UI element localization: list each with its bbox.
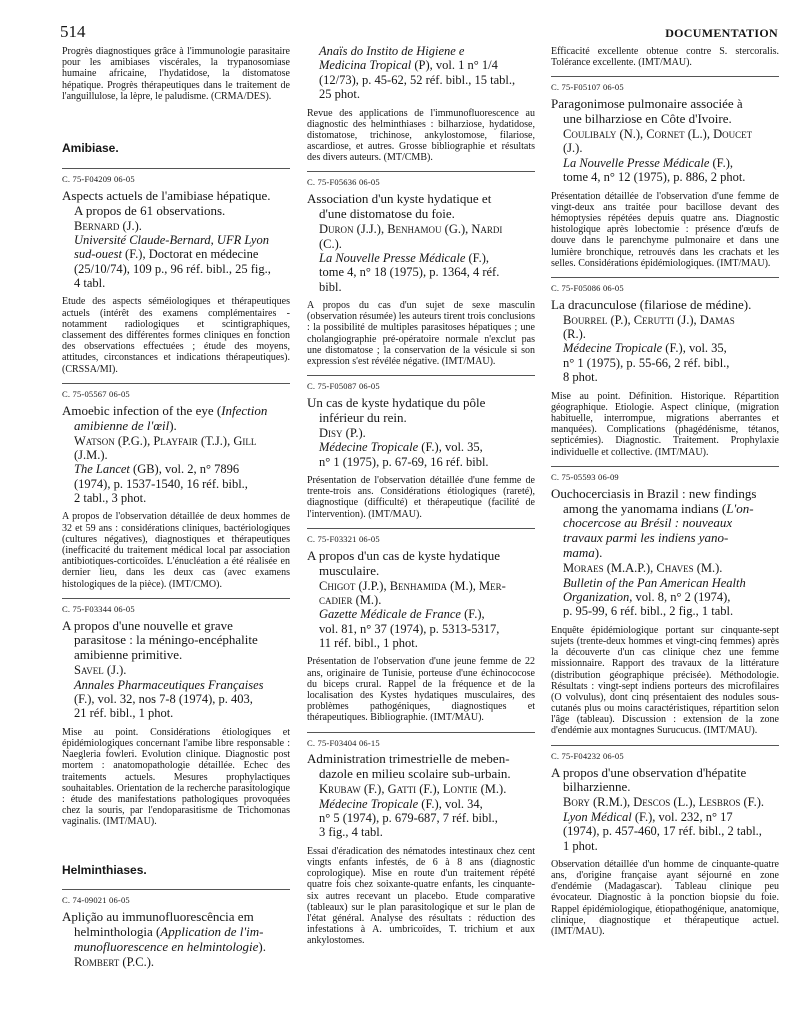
entry-title: travaux parmi les indiens yano- [563, 530, 729, 546]
title-translation: amibienne de l'œil [74, 417, 170, 433]
entry-title: A propos d'un cas de kyste hydatique [307, 547, 500, 563]
divider [551, 277, 779, 278]
entry-authors: cadier (M.). [319, 592, 382, 607]
abstract: A propos du cas d'un sujet de sexe masculin (observation résumée) les auteurs tirent trois conclusions : la possibilité de multiples parasitoses hépatiques ; une cholangiographie pré-opératoire normale n'exclut pas une distomatose ; la conservation de la vésicule si son expression s'est révélée négative. (IMT/MAU). [307, 300, 535, 367]
title-text: ). [258, 939, 266, 955]
entry-authors: Chigot (J.P.), Benhamida (M.), Mer- [319, 578, 506, 593]
abstract: A propos de l'observation détaillée de deux hommes de 32 et 59 ans : considérations cliniques, bactériologiques (cultures négatives), diagnostiques et thérapeutiques (inefficacité du traitement médical local par association antibiotiques-corticoïdes. L'énucléation a été réalisée en dernier lieu, dans les deux cas (avec examens histologiques de la pièce). (IMT/CMO). [62, 511, 290, 590]
entry-source: (F.), vol. 32, nos 7-8 (1974), p. 403, [74, 692, 253, 707]
entry-reference: C. 74-09021 06-05 [62, 895, 130, 906]
abstract: Progrès diagnostiques grâce à l'immunologie parasitaire pour les amibiases viscérales, la trypanosomiase humaine africaine, l'hydatidose, la distomatose hépatique. Progrès thérapeutiques dans le traitement de l'anguillulose, la lèpre, le paludisme. (CRMA/DES). [62, 46, 290, 102]
entry-reference: C. 75-F03344 06-05 [62, 603, 135, 614]
entry-title: bilharzienne. [563, 779, 631, 795]
journal-name: La Nouvelle Presse Médicale [319, 250, 466, 265]
entry-title: Paragonimose pulmonaire associée à [551, 96, 743, 112]
source-details: (GB), vol. 2, n° 7896 [129, 462, 240, 477]
source-details: (F.), vol. 35, [662, 341, 727, 356]
entry-title: d'une distomatose du foie. [319, 206, 455, 222]
entry-source: 2 tabl., 3 phot. [74, 491, 147, 505]
abstract: Observation détaillée d'un homme de cinquante-quatre ans, d'origine française ayant séjourné en zone d'endémie (Madagascar). Tableau clinique peu évocateur. Diagnostic à la ponction biopsie du foie. Rappel épidémiologique, étiopathogénique, anatomique, clinique, diagnostique et thérapeutique actuel. (IMT/MAU). [551, 858, 779, 937]
entry-source: 4 tabl. [74, 276, 106, 291]
entry-reference: C. 75-F03321 06-05 [307, 533, 380, 544]
entry-source [307, 440, 535, 454]
entry-title [62, 419, 290, 434]
entry-authors: Krubaw (F.), Gatti (F.), Lontie (M.). [319, 782, 507, 797]
source-details: (P), vol. 1 n° 1/4 [411, 58, 498, 73]
abstract: Mise au point. Définition. Historique. Répartition géographique. Etiologie. Aspect clinique, (migration habituelle, interrompue, migrations aberrantes et manquées). Complications (phagédénisme, tétanos, septicémies). Diagnostic. Traitement. Prophylaxie individuelle et collective. (IMT/MAU). [551, 390, 779, 458]
divider [307, 732, 535, 733]
entry-title: Administration trimestrielle de meben- [307, 751, 510, 767]
entry-source: bibl. [319, 279, 342, 294]
source-details: (F.), vol. 232, n° 17 [631, 809, 733, 824]
entry-source [62, 462, 290, 476]
journal-name: Médecine Tropicale [319, 440, 419, 455]
entry-title: musculaire. [319, 562, 380, 578]
entry-authors: (J.M.). [74, 447, 108, 462]
journal-name: The Lancet [74, 462, 130, 477]
divider [62, 889, 290, 890]
entry-source: 3 fig., 4 tabl. [319, 825, 383, 840]
divider [62, 168, 290, 169]
entry-authors: (C.). [319, 236, 342, 251]
divider [551, 466, 779, 467]
entry-source: vol. 81, n° 37 (1974), p. 5313-5317, [319, 621, 500, 636]
entry-authors: Disy (P.). [319, 425, 366, 440]
entry-title [62, 940, 290, 955]
entry-source: (12/73), p. 45-62, 52 réf. bibl., 15 tabl., [319, 72, 516, 87]
source-details: (F.), vol. 35, [418, 440, 483, 455]
entry-title [551, 502, 779, 517]
entry-source [307, 797, 535, 811]
entry-source: tome 4, n° 18 (1975), p. 1364, 4 réf. [319, 265, 500, 280]
title-text: ). [594, 545, 603, 561]
entry-source [551, 810, 779, 824]
entry-source [551, 156, 779, 170]
column-1 [62, 46, 290, 970]
entry-title: Ouchocerciasis in Brazil : new findings [551, 485, 757, 501]
divider [551, 76, 779, 77]
entry-authors: Bourrel (P.), Cerutti (J.), Damas [563, 312, 735, 327]
journal-name: Médecine Tropicale [319, 796, 419, 811]
entry-authors: Bernard (J.). [74, 218, 142, 233]
entry-authors: Moraes (M.A.P.), Chaves (M.). [563, 561, 723, 576]
source-details: (F.), [460, 607, 485, 622]
title-text: helminthologia ( [74, 924, 161, 940]
abstract: Présentation de l'observation détaillée d'une femme de trente-trois ans. Considérations étiologiques (rareté), diagnostique (difficulté) et thérapeutique (facilité de l'intervention). (IMT/MAU). [307, 475, 535, 520]
entry-title: dazole en milieu scolaire sub-urbain. [319, 766, 511, 782]
entry-title: une bilharziose en Côte d'Ivoire. [563, 111, 732, 127]
abstract: Revue des applications de l'immunofluorescence au diagnostic des helminthiases : bilharziose, hydatidose, distomatose, trichinose, ankylostomose, filariose, ascardiose, et autres. Grosse bibliographie et résultats des divers auteurs. (MT/CMB). [307, 107, 535, 164]
entry-authors: Duron (J.J.), Benhamou (G.), Nardi [319, 222, 503, 237]
entry-title: Association d'un kyste hydatique et [307, 191, 492, 207]
title-translation: munofluorescence en helmintologie [74, 939, 259, 955]
journal-name: Organization [563, 590, 630, 605]
entry-title: A propos de 61 observations. [74, 202, 226, 218]
entry-title: amibienne primitive. [74, 647, 183, 663]
divider [307, 375, 535, 376]
title-translation: mama [563, 545, 595, 561]
source-details: (F.), vol. 34, [418, 796, 483, 811]
title-text: ). [169, 417, 177, 433]
entry-title: Un cas de kyste hydatique du pôle [307, 395, 486, 411]
entry-title: parasitose : la méningo-encéphalite [74, 632, 258, 648]
page-header: DOCUMENTATION [665, 26, 778, 40]
journal-name: La Nouvelle Presse Médicale [563, 155, 710, 170]
entry-source: 8 phot. [563, 370, 598, 385]
entry-title: La dracunculose (filariose de médine). [551, 296, 752, 312]
entry-source [307, 251, 535, 265]
section-heading: Amibiase. [62, 140, 119, 155]
source-details: , vol. 8, n° 2 (1974), [629, 590, 731, 605]
entry-reference: C. 75-F03404 06-15 [307, 737, 380, 748]
entry-source: 11 réf. bibl., 1 phot. [319, 636, 418, 651]
entry-source: 25 phot. [319, 87, 360, 102]
entry-source: (1974), p. 1537-1540, 16 réf. bibl., [74, 476, 248, 491]
entry-authors: (J.). [563, 141, 583, 156]
entry-source [62, 247, 290, 261]
source-details: (F.), Doctorat en médecine [121, 247, 259, 262]
entry-source: n° 1 (1975), p. 55-66, 2 réf. bibl., [563, 355, 730, 370]
entry-authors: Savel (J.). [74, 663, 127, 678]
source-details: (F.), [709, 155, 734, 170]
journal-name: Médecine Tropicale [563, 341, 663, 356]
entry-reference: C. 75-F05107 06-05 [551, 82, 624, 93]
entry-authors: Watson (P.G.), Playfair (T.J.), Gill [74, 433, 257, 448]
source-details: (F.), [465, 250, 490, 265]
entry-reference: C. 75-F04209 06-05 [62, 173, 135, 184]
entry-source: (25/10/74), 109 p., 96 réf. bibl., 25 fig., [74, 261, 271, 276]
entry-title: A propos d'une nouvelle et grave [62, 617, 233, 633]
entry-reference: C. 75-05567 06-05 [62, 388, 130, 399]
entry-reference: C. 75-F05636 06-05 [307, 177, 380, 188]
divider [551, 745, 779, 746]
entry-authors: Coulibaly (N.), Cornet (L.), Doucet [563, 127, 753, 142]
entry-source: n° 5 (1974), p. 679-687, 7 réf. bibl., [319, 811, 498, 825]
abstract: Mise au point. Considérations étiologiques et épidémiologiques concernant l'amibe libre responsable : Naegleria fowleri. Evolution clinique. Diagnostic post mortem : anatomopathologie détaillée. Echec des traitements actuels. Mesures prophylactiques souhaitables. Orientation de la recherche parasitologique : étude des manifestations pathologiques provoquées chez la souris, par l'endoparasitisme de Trichomonas vaginalis. (IMT/MAU). [62, 726, 290, 828]
entry-source: Anaïs do Instito de Higiene e [319, 44, 465, 58]
entry-source: tome 4, n° 12 (1975), p. 886, 2 phot. [563, 170, 746, 185]
abstract: Enquête épidémiologique portant sur cinquante-sept sujets (trente-deux hommes et vingt-cinq femmes) après la découverte d'un cas clinique chez une femme missionnaire. Rapport des travaux de la littérature (distribution géographique précisée). Méthodologie. Résultats : vingt-sept indiens porteurs des microfilaires (O volvulus), dont cinq présentaient des nodules sous-cutanés plus ou moins caractéristiques, répartition selon l'âge (tableau). Discussion : extension de la zone d'endémie aux montagnes Surucucus. (IMT/MAU). [551, 624, 779, 737]
section-heading: Helminthiases. [62, 862, 147, 877]
entry-source [307, 607, 535, 621]
abstract: Etude des aspects séméiologiques et thérapeutiques actuels (intérêt des examens complémentaires - notamment radiologiques et scintigraphiques, classement des différentes formes cliniques en fonction des observations effectuées ; étude des moyens, attitudes, circonstances et indications thérapeutiques). (CRSSA/MI). [62, 296, 290, 375]
page-number: 514 [60, 22, 86, 41]
entry-source [551, 341, 779, 355]
divider [62, 383, 290, 384]
title-text: Amoebic infection of the eye ( [62, 402, 222, 418]
entry-title: A propos d'une observation d'hépatite [551, 764, 747, 780]
entry-title: Aplição au immunofluorescência em [62, 909, 254, 925]
entry-source: p. 95-99, 6 réf. bibl., 2 fig., 1 tabl. [563, 604, 734, 619]
entry-title: inférieur du rein. [319, 409, 407, 425]
entry-title: Aspects actuels de l'amibiase hépatique. [62, 187, 271, 203]
journal-name: sud-ouest [74, 247, 122, 262]
column-2 [307, 44, 535, 946]
title-translation: L'on- [726, 500, 754, 516]
entry-reference: C. 75-F04232 06-05 [551, 750, 624, 761]
title-text: among the yanomama indians ( [563, 500, 727, 516]
title-translation: Infection [221, 402, 268, 418]
journal-name: Gazette Médicale de France [319, 607, 461, 622]
entry-title: chocercose au Brésil : nouveaux [563, 515, 733, 531]
entry-source: 1 phot. [563, 838, 598, 853]
entry-source: Bulletin of the Pan American Health [563, 575, 746, 590]
divider [62, 598, 290, 599]
divider [307, 528, 535, 529]
abstract: Efficacité excellente obtenue contre S. stercoralis. Tolérance excellente. (IMT/MAU). [551, 46, 779, 69]
entry-authors: (R.). [563, 327, 586, 342]
abstract: Présentation de l'observation d'une jeune femme de 22 ans, originaire de Tunisie, porteuse d'une échinococose du biceps crural. Rappel de la fréquence et de la localisation des Kystes hydatiques musculaires, des problèmes pathogéniques, diagnostiques et thérapeutiques. Bibliographie. (IMT/MAU). [307, 656, 535, 724]
column-3 [551, 46, 779, 937]
abstract: Présentation détaillée de l'observation d'une femme de vingt-deux ans traitée pour bacillose devant des hémoptysies répétées depuis quatre ans. Diagnostic histologique après lobectomie : présence d'œufs de douve dans le parenchyme pulmonaire et dans une lumière bronchique, retrouvés dans les crachats et les selles. Considérations épidémiologiques. (IMT/MAU). [551, 190, 779, 269]
entry-title [551, 546, 779, 561]
entry-source: Annales Pharmaceutiques Françaises [74, 677, 264, 692]
entry-source: 21 réf. bibl., 1 phot. [74, 706, 174, 721]
entry-authors: Rombert (P.C.). [74, 955, 155, 970]
entry-source: n° 1 (1975), p. 67-69, 16 réf. bibl. [319, 454, 489, 469]
divider [307, 171, 535, 172]
title-translation: Application de l'im- [160, 924, 264, 940]
entry-authors: Bory (R.M.), Descos (L.), Lesbros (F.). [563, 795, 765, 810]
entry-title [62, 404, 290, 419]
entry-title [62, 925, 290, 940]
entry-source: (1974), p. 457-460, 17 réf. bibl., 2 tabl., [563, 824, 762, 839]
journal-name: Lyon Médical [563, 809, 632, 824]
entry-reference: C. 75-05593 06-09 [551, 471, 619, 482]
entry-source [551, 590, 779, 604]
entry-reference: C. 75-F05086 06-05 [551, 282, 624, 293]
journal-name: Medicina Tropical [319, 58, 412, 73]
entry-reference: C. 75-F05087 06-05 [307, 381, 380, 392]
entry-source [307, 58, 535, 72]
entry-source: Université Claude-Bernard, UFR Lyon [74, 232, 269, 247]
abstract: Essai d'éradication des nématodes intestinaux chez cent vingts enfants infestés, de 6 à 8 ans (diagnostic coprologique). Mise en route d'un traitement répété quatre fois chez soixante-quatre enfants, les cinquante-six autres recevant un placebo. Etude comparative (tableaux) sur le plan parasitologique et sur le plan de l'état général. Analyse des résultats : réduction des infestations à A. umbricoïdes, T. trichium et aux ankylostomes. [307, 845, 535, 947]
